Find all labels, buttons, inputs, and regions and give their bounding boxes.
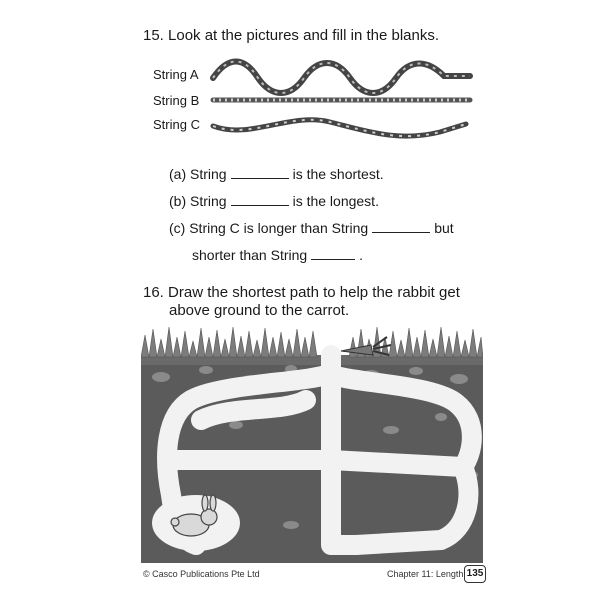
publisher-credit: © Casco Publications Pte Ltd [143, 569, 260, 579]
question-16-line2: above ground to the carrot. [169, 302, 350, 319]
string-a-label: String A [153, 67, 199, 82]
string-a [213, 62, 470, 94]
chapter-title: Chapter 11: Length [387, 569, 464, 579]
question-16-line1: 16. Draw the shortest path to help the rabbit get [143, 284, 460, 301]
page-number: 135 [464, 565, 486, 583]
question-15b: (b) String is the longest. [169, 193, 379, 209]
answer-blank-c1[interactable] [372, 220, 430, 233]
answer-blank-c2[interactable] [311, 247, 355, 260]
string-c-label: String C [153, 117, 200, 132]
question-15a: (a) String is the shortest. [169, 166, 384, 182]
string-b-label: String B [153, 93, 200, 108]
answer-blank-b[interactable] [231, 193, 289, 206]
question-15c-continued: shorter than String . [192, 247, 364, 263]
grass [141, 327, 483, 357]
rabbit-maze[interactable] [141, 325, 483, 563]
strings-illustration [0, 0, 600, 150]
question-15c: (c) String C is longer than String but [169, 220, 454, 236]
answer-blank-a[interactable] [231, 166, 289, 179]
question-15-prompt: 15. Look at the pictures and fill in the blanks. [143, 27, 440, 44]
